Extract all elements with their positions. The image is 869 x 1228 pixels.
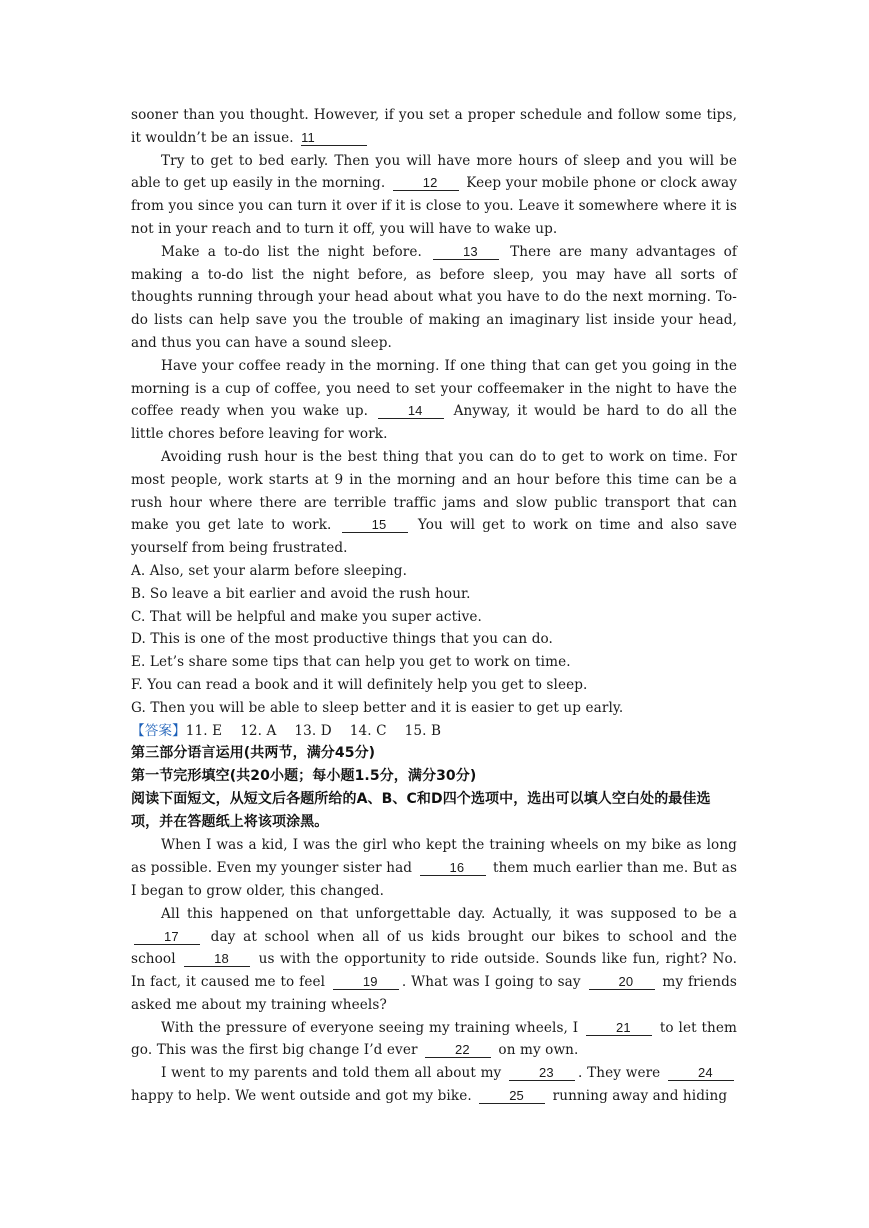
text: . What was I going to say [401, 974, 581, 991]
text: us with the opportunity to ride outside. Sounds like fun, right? No. In fact, it caused me to feel [131, 951, 738, 991]
blank-11: 11 [301, 130, 367, 146]
text: All this happened on that unforgettable day. Actually, it was supposed to be a [161, 905, 737, 922]
text: Try to get to bed early. Then you will have more hours of sleep and you will be able to get up easily in the morning. [131, 152, 737, 192]
text: Have your coffee ready in the morning. If one thing that can get you going in the morning is a cup of coffee, you need to set your coffeemaker in the night to have the coffee ready when you wake up. [131, 357, 737, 420]
option-b: B. So leave a bit earlier and avoid the rush hour. [131, 585, 471, 602]
option-a: A. Also, set your alarm before sleeping. [131, 562, 408, 579]
text: With the pressure of everyone seeing my training wheels, I [161, 1019, 579, 1036]
answer-tag: 【答案】 [131, 722, 186, 739]
blank-20: 20 [589, 974, 655, 990]
option-e: E. Let’s share some tips that can help you get to work on time. [131, 654, 571, 671]
text: day at school when all of us kids brought our bikes to school and the school [131, 928, 738, 968]
answer-item: 15. B [404, 722, 442, 739]
text: running away and hiding [552, 1088, 728, 1105]
blank-23: 23 [509, 1065, 575, 1081]
passage2-paragraph-3 [131, 1017, 737, 1063]
blank-12: 12 [393, 175, 459, 191]
text: on my own. [498, 1042, 579, 1059]
passage2-paragraph-4 [131, 1062, 737, 1108]
blank-21: 21 [586, 1020, 652, 1036]
answer-item: 14. C [349, 722, 387, 739]
text: . They were [578, 1065, 661, 1082]
answer-line [131, 720, 737, 743]
text: Anyway, it would be hard to do all the little chores before leaving for work. [131, 403, 737, 443]
option-d: D. This is one of the most productive things that you can do. [131, 631, 553, 648]
blank-13: 13 [433, 244, 499, 260]
section-instruction: 阅读下面短文，从短文后各题所给的A、B、C和D四个选项中，选出可以填人空白处的最佳选项，并在答题纸上将该项涂黑。 [131, 791, 711, 831]
answer-item: 11. E [185, 722, 223, 739]
text: them much earlier than me. But as I began to grow older, this changed. [131, 860, 738, 899]
text: sooner than you thought. However, if you set a proper schedule and follow some tips, it wouldn’t be an issue. [131, 107, 737, 146]
blank-19: 19 [333, 974, 399, 990]
passage2-paragraph-2 [131, 903, 737, 1017]
blank-17: 17 [134, 929, 200, 945]
blank-25: 25 [479, 1088, 545, 1104]
option-f: F. You can read a book and it will definitely help you get to sleep. [131, 676, 588, 693]
text: Avoiding rush hour is the best thing that you can do to get to work on time. For most people, work starts at 9 in the morning and an hour before this time can be a rush hour where there are terrible traffic jams and slow public transport that can make you get late to work. [131, 448, 737, 534]
answer-item: 12. A [240, 722, 277, 739]
section-subtitle: 第一节完形填空(共20小题；每小题1.5分，满分30分) [131, 768, 477, 785]
text: I went to my parents and told them all about my [161, 1065, 502, 1082]
part-title: 第三部分语言运用(共两节，满分45分) [131, 745, 376, 762]
option-c: C. That will be helpful and make you super active. [131, 608, 482, 625]
blank-24: 24 [668, 1065, 734, 1081]
text: to let them go. This was the first big change I’d ever [131, 1019, 737, 1059]
passage1-paragraph-3 [131, 355, 737, 446]
blank-15: 15 [342, 517, 408, 533]
passage1-paragraph-4 [131, 446, 737, 560]
text: You will get to work on time and also save yourself from being frustrated. [131, 517, 738, 557]
answer-item: 13. D [294, 722, 332, 739]
text: Keep your mobile phone or clock away from you since you can turn it over if it is close to you. Leave it somewhere where it is not in your reach and to turn it off, you will have to wake up. [131, 175, 738, 237]
option-g: G. Then you will be able to sleep better and it is easier to get up early. [131, 699, 624, 716]
blank-14: 14 [378, 403, 444, 419]
text: When I was a kid, I was the girl who kept the training wheels on my bike as long as possible. Even my younger sister had [131, 837, 737, 877]
passage1-paragraph-2 [131, 241, 737, 355]
text: my friends asked me about my training wheels? [131, 974, 738, 1013]
text: happy to help. We went outside and got my bike. [131, 1088, 472, 1105]
text: There are many advantages of making a to-do list the night before, as before sleep, you may have all sorts of thoughts running through your head about what you have to do the next morning. To-do lists can help save you the trouble of making an imaginary list inside your head, and thus you can have a sound sleep. [131, 243, 738, 351]
document-content [131, 104, 737, 1108]
blank-18: 18 [184, 951, 250, 967]
blank-16: 16 [420, 860, 486, 876]
blank-22: 22 [425, 1042, 491, 1058]
text: Make a to-do list the night before. [161, 243, 422, 260]
passage2-paragraph-1 [131, 834, 737, 902]
passage1-paragraph-0 [131, 104, 737, 150]
passage1-paragraph-1 [131, 150, 737, 241]
